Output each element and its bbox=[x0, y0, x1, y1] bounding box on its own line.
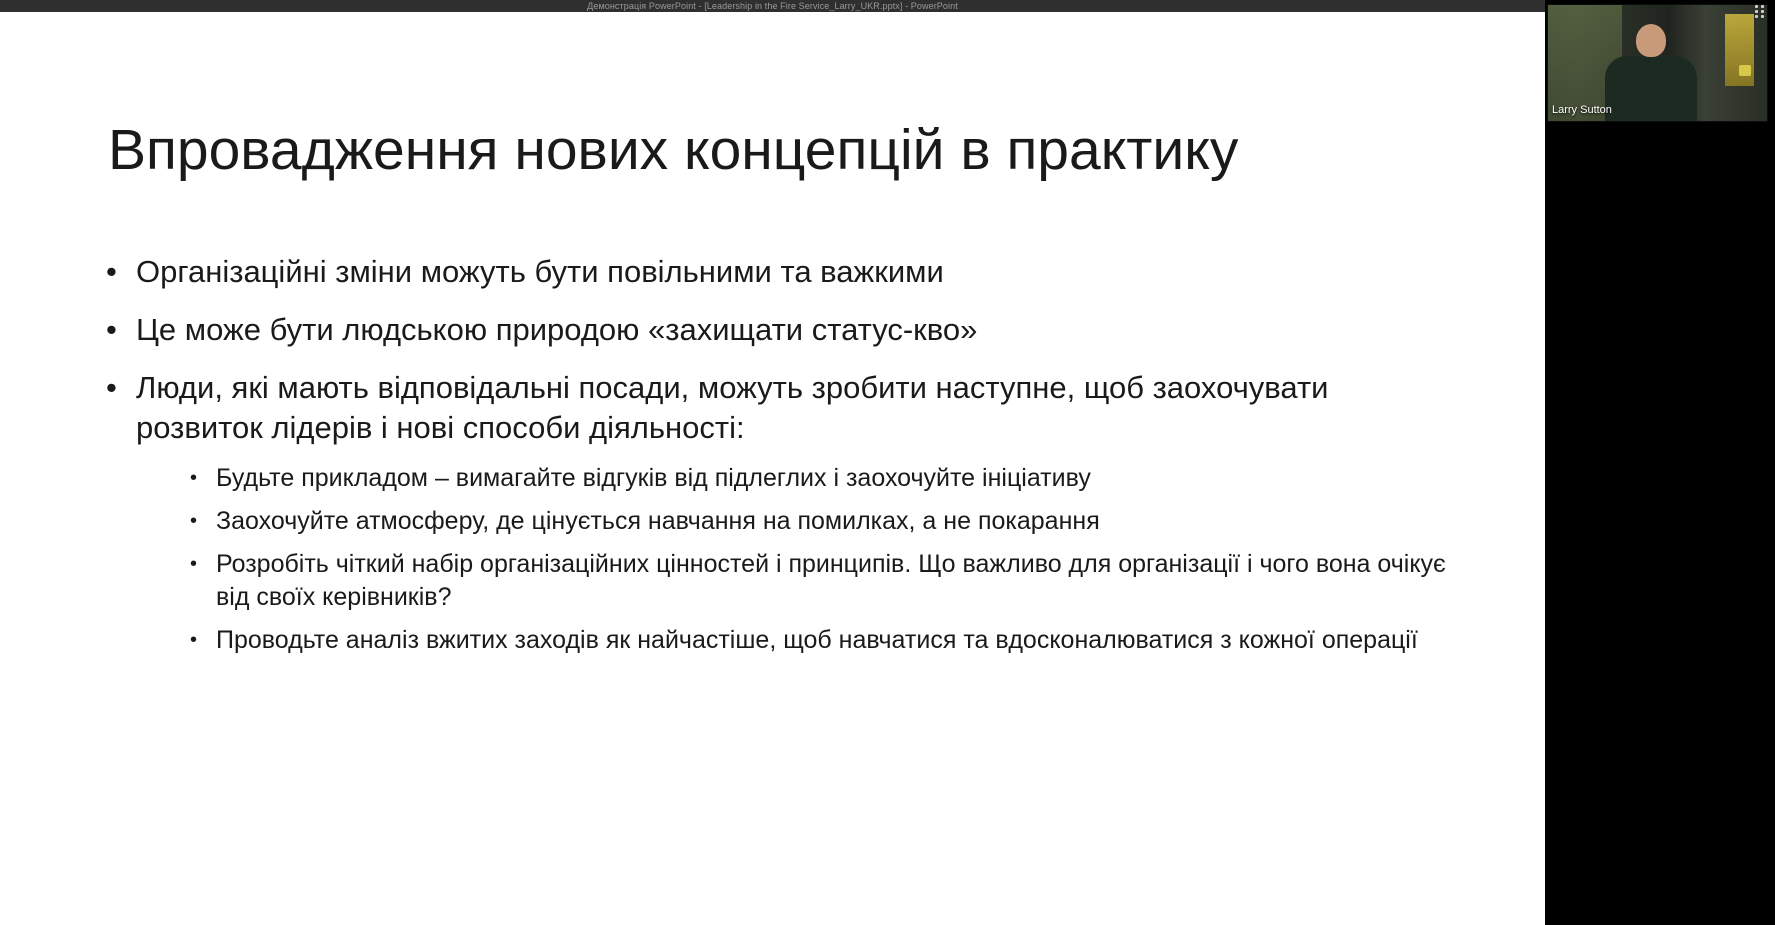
list-item-text: Організаційні зміни можуть бути повільними та важкими bbox=[136, 254, 944, 289]
list-item bbox=[188, 462, 1460, 495]
list-item-text: Проводьте аналіз вжитих заходів як найчастіше, щоб навчатися та вдосконалюватися з кожної операції bbox=[216, 626, 1418, 654]
drag-handle-icon[interactable] bbox=[1754, 4, 1770, 20]
window-title: Демонстрація PowerPoint - [Leadership in the Fire Service_Larry_UKR.pptx] - PowerPoint bbox=[587, 1, 958, 11]
list-item bbox=[100, 368, 1460, 657]
sub-list bbox=[136, 462, 1460, 657]
list-item-text: Люди, які мають відповідальні посади, можуть зробити наступне, щоб заохочувати розвиток лідерів і нові способи діяльності: bbox=[136, 370, 1329, 445]
list-item bbox=[188, 505, 1460, 538]
list-item-text: Заохочуйте атмосферу, де цінується навчання на помилках, а не покарання bbox=[216, 507, 1100, 535]
list-item bbox=[100, 252, 1460, 292]
bullet-icon: • bbox=[106, 254, 117, 289]
list-item bbox=[100, 310, 1460, 350]
list-item-text: Це може бути людською природою «захищати статус-кво» bbox=[136, 312, 978, 347]
bullet-icon: • bbox=[190, 467, 198, 489]
bullet-icon: • bbox=[106, 312, 117, 347]
list-item bbox=[188, 624, 1460, 657]
slide-body-content bbox=[100, 252, 1460, 675]
window-titlebar bbox=[0, 0, 1775, 12]
webcam-video-tile[interactable] bbox=[1547, 4, 1768, 122]
slide-canvas[interactable] bbox=[0, 12, 1545, 925]
webcam-person-head bbox=[1636, 24, 1666, 57]
bullet-icon: • bbox=[190, 553, 198, 575]
list-item-text: Будьте прикладом – вимагайте відгуків від підлеглих і заохочуйте ініціативу bbox=[216, 464, 1091, 492]
slide-title: Впровадження нових концепцій в практику bbox=[108, 118, 1239, 182]
webcam-person-body bbox=[1605, 56, 1697, 122]
bullet-icon: • bbox=[190, 629, 198, 651]
list-item bbox=[188, 548, 1460, 614]
webcam-person-badge bbox=[1739, 65, 1751, 76]
list-item-text: Розробіть чіткий набір організаційних цінностей і принципів. Що важливо для організації і чого вона очікує від своїх керівників? bbox=[216, 550, 1446, 611]
right-side-panel bbox=[1545, 0, 1775, 925]
bullet-icon: • bbox=[190, 510, 198, 532]
bullet-icon: • bbox=[106, 370, 117, 405]
participant-name-label: Larry Sutton bbox=[1552, 104, 1612, 116]
